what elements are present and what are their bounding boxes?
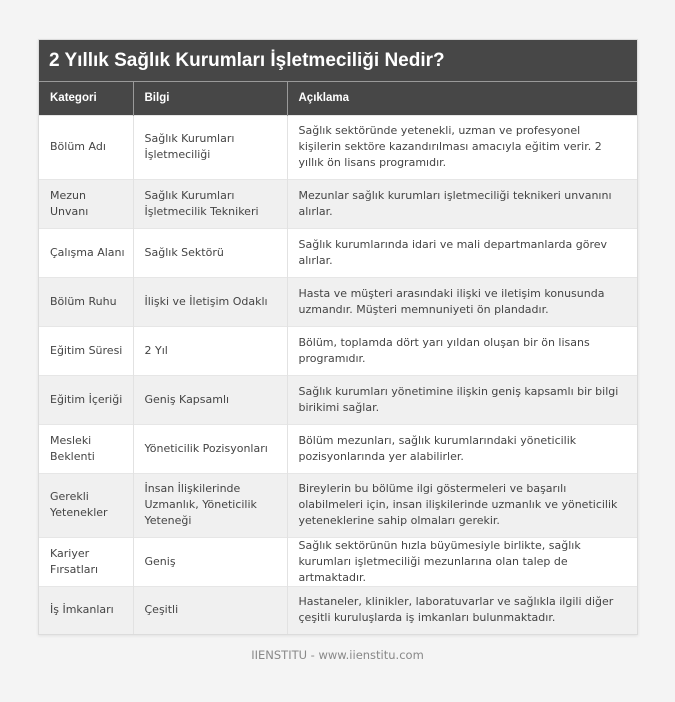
table-body [39,115,637,634]
info-table [39,82,637,634]
cell-bilgi: Geniş [133,537,287,586]
cell-aciklama: Bölüm mezunları, sağlık kurumlarındaki yöneticilik pozisyonlarında yer alabilirler. [287,424,637,473]
header-row [39,82,637,115]
table-row [39,326,637,375]
table-row [39,586,637,634]
table-title: 2 Yıllık Sağlık Kurumları İşletmeciliği Nedir? [39,40,637,82]
cell-bilgi: Geniş Kapsamlı [133,375,287,424]
table-row [39,473,637,537]
cell-bilgi: Sağlık Kurumları İşletmecilik Teknikeri [133,179,287,228]
cell-aciklama: Mezunlar sağlık kurumları işletmeciliği teknikeri unvanını alırlar. [287,179,637,228]
table-row [39,537,637,586]
cell-aciklama: Hasta ve müşteri arasındaki ilişki ve iletişim konusunda uzmandır. Müşteri memnuniyeti ön plandadır. [287,277,637,326]
cell-bilgi: İnsan İlişkilerinde Uzmanlık, Yöneticilik Yeteneği [133,473,287,537]
info-table-card [38,39,638,635]
cell-bilgi: 2 Yıl [133,326,287,375]
table-row [39,277,637,326]
cell-kategori: Mesleki Beklenti [39,424,133,473]
table-row [39,375,637,424]
cell-kategori: İş İmkanları [39,586,133,634]
cell-aciklama: Sağlık sektörünün hızla büyümesiyle birlikte, sağlık kurumları işletmeciliği mezunlarına olan talep de artmaktadır. [287,537,637,586]
cell-kategori: Çalışma Alanı [39,228,133,277]
cell-kategori: Gerekli Yetenekler [39,473,133,537]
cell-aciklama: Sağlık kurumları yönetimine ilişkin geniş kapsamlı bir bilgi birikimi sağlar. [287,375,637,424]
table-row [39,228,637,277]
cell-kategori: Mezun Unvanı [39,179,133,228]
footer-credit: IIENSTITU - www.iienstitu.com [251,648,424,662]
cell-bilgi: İlişki ve İletişim Odaklı [133,277,287,326]
cell-bilgi: Yöneticilik Pozisyonları [133,424,287,473]
cell-aciklama: Hastaneler, klinikler, laboratuvarlar ve sağlıkla ilgili diğer çeşitli kuruluşlarda iş imkanları bulunmaktadır. [287,586,637,634]
cell-aciklama: Sağlık kurumlarında idari ve mali departmanlarda görev alırlar. [287,228,637,277]
table-row [39,115,637,179]
cell-kategori: Kariyer Fırsatları [39,537,133,586]
cell-aciklama: Bölüm, toplamda dört yarı yıldan oluşan bir ön lisans programıdır. [287,326,637,375]
cell-bilgi: Sağlık Kurumları İşletmeciliği [133,115,287,179]
table-row [39,424,637,473]
cell-kategori: Bölüm Adı [39,115,133,179]
cell-aciklama: Bireylerin bu bölüme ilgi göstermeleri ve başarılı olabilmeleri için, insan ilişkilerinde uzmanlık ve yöneticilik yeteneklerine sahip olmaları gerekir. [287,473,637,537]
cell-bilgi: Sağlık Sektörü [133,228,287,277]
column-header-bilgi: Bilgi [133,82,287,115]
column-header-aciklama: Açıklama [287,82,637,115]
cell-bilgi: Çeşitli [133,586,287,634]
cell-kategori: Eğitim İçeriği [39,375,133,424]
column-header-kategori: Kategori [39,82,133,115]
cell-kategori: Bölüm Ruhu [39,277,133,326]
cell-aciklama: Sağlık sektöründe yetenekli, uzman ve profesyonel kişilerin sektöre kazandırılması amacıyla eğitim verir. 2 yıllık ön lisans programıdır. [287,115,637,179]
cell-kategori: Eğitim Süresi [39,326,133,375]
table-header [39,82,637,115]
table-row [39,179,637,228]
